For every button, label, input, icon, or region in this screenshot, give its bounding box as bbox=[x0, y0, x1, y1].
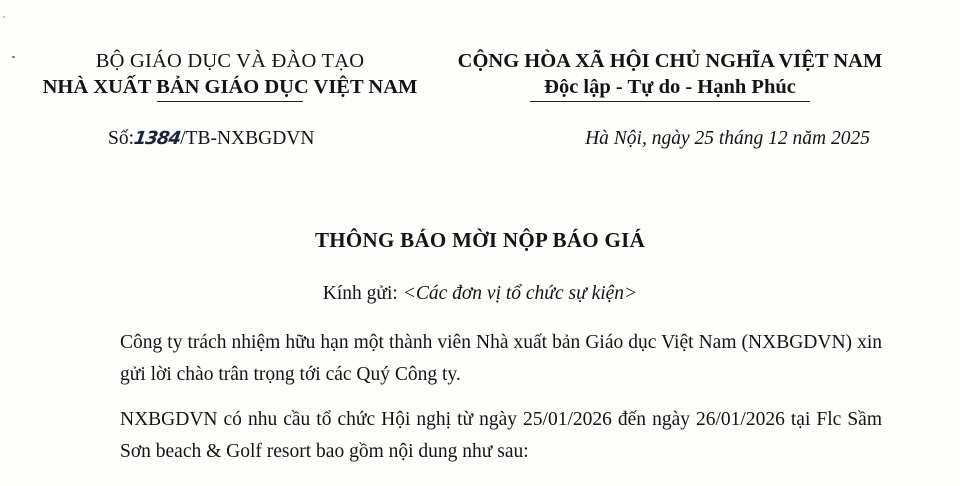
greeting-label: Kính gửi: bbox=[322, 283, 398, 304]
document-number-prefix: Số: bbox=[108, 128, 135, 149]
national-motto: Độc lập - Tự do - Hạnh Phúc bbox=[544, 76, 796, 98]
document-number bbox=[108, 128, 314, 150]
scan-speck bbox=[3, 16, 5, 18]
document-number-suffix: /TB-NXBGDVN bbox=[180, 128, 315, 149]
publisher-name: NHÀ XUẤT BẢN GIÁO DỤC VIỆT NAM bbox=[42, 76, 418, 98]
country-name: CỘNG HÒA XÃ HỘI CHỦ NGHĨA VIỆT NAM bbox=[457, 50, 883, 72]
place-and-date: Hà Nội, ngày 25 tháng 12 năm 2025 bbox=[585, 128, 870, 149]
body-paragraph bbox=[72, 327, 882, 391]
issuer-header bbox=[20, 48, 440, 102]
motto-underline bbox=[530, 101, 810, 102]
paragraph-text: NXBGDVN có nhu cầu tổ chức Hội nghị từ ngày 25/01/2026 đến ngày 26/01/2026 tại Flc Sầm Sơn beach & Golf resort bao gồm nội dung như sau: bbox=[120, 409, 882, 462]
header-underline bbox=[157, 101, 303, 102]
greeting-line bbox=[0, 283, 960, 305]
greeting-recipient: <Các đơn vị tổ chức sự kiện> bbox=[402, 283, 638, 304]
document-title: THÔNG BÁO MỜI NỘP BÁO GIÁ bbox=[314, 228, 646, 252]
national-header bbox=[440, 48, 900, 102]
body-paragraph bbox=[72, 404, 882, 468]
agency-name: BỘ GIÁO DỤC VÀ ĐÀO TẠO bbox=[95, 50, 365, 72]
handwritten-number: 1384 bbox=[132, 128, 182, 149]
scan-speck bbox=[12, 56, 15, 58]
paragraph-text: Công ty trách nhiệm hữu hạn một thành viên Nhà xuất bản Giáo dục Việt Nam (NXBGDVN) xin gửi lời chào trân trọng tới các Quý Công ty. bbox=[120, 332, 882, 385]
